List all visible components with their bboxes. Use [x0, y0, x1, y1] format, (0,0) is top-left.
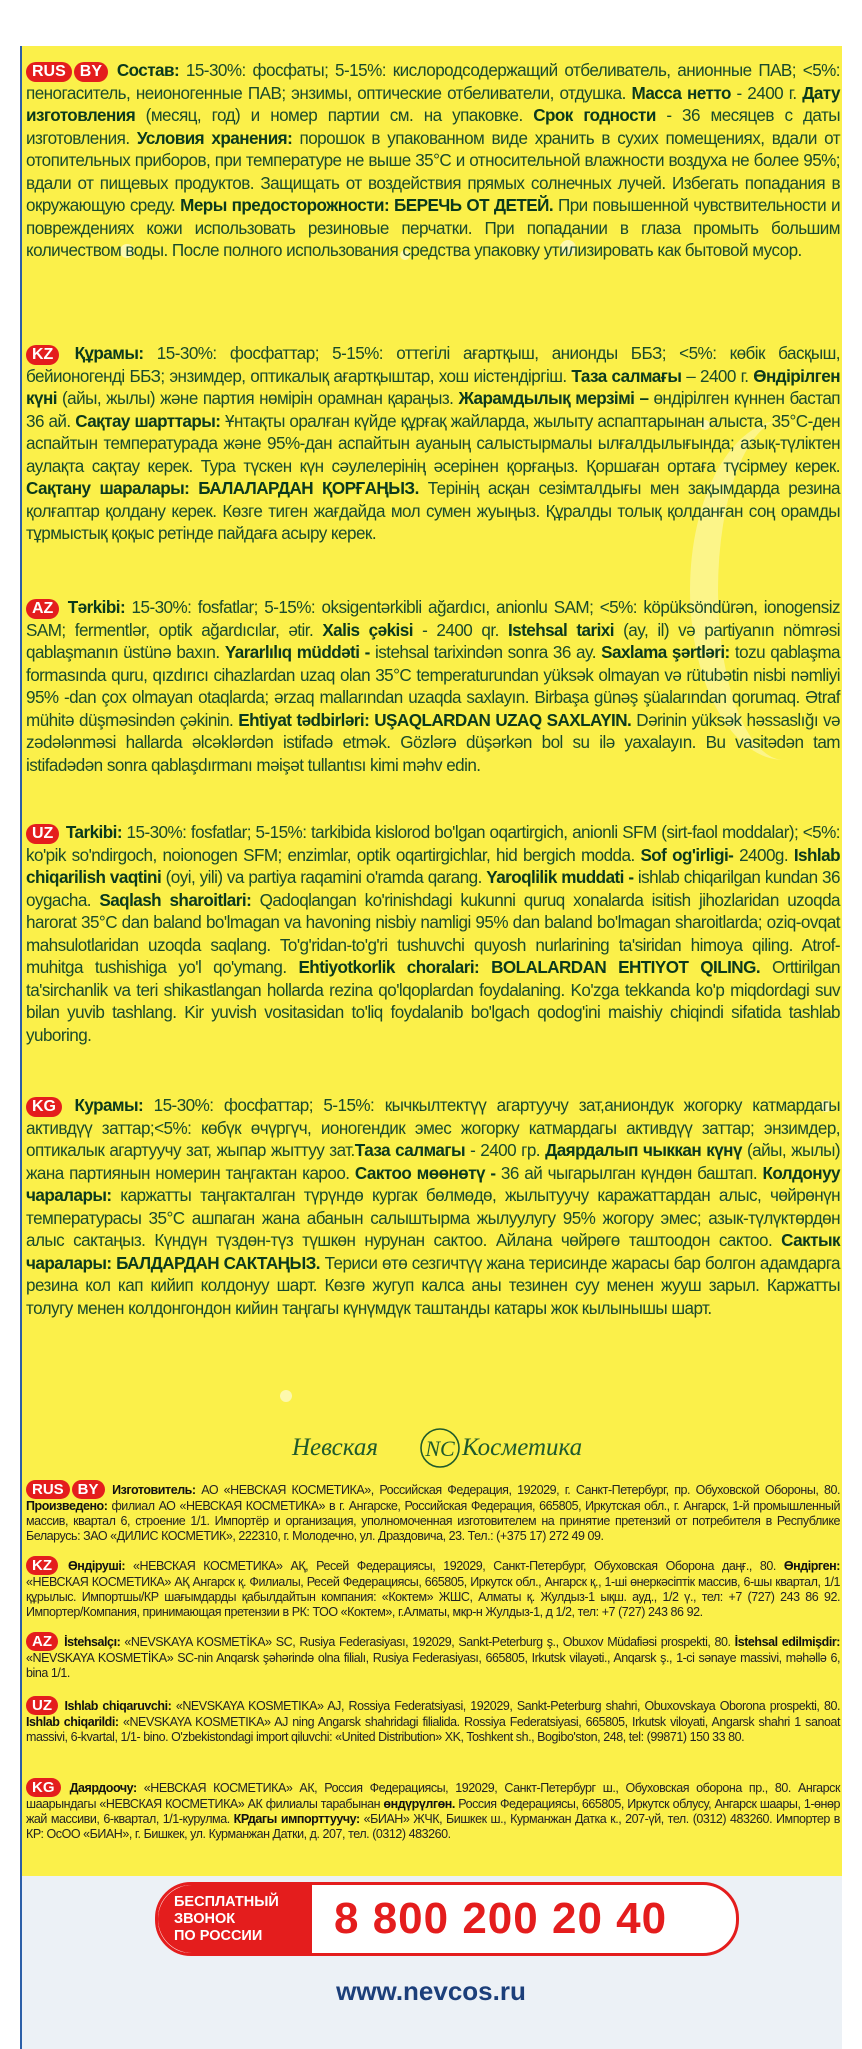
body-text: «НЕВСКАЯ КОСМЕТИКА» АК, Россия Федерациясы, 192029, Санкт-Петербург ш., Обуховская оборона пр., 80. Ангарск шаарындагы «НЕВСКАЯ КОСМЕТИКА» АК филиалы тарабынан [26, 1781, 840, 1811]
body-text: 15-30%: fosfatlar; 5-15%: oksigentərkibli ağardıcı, anionlu SAM; <5%: köpüksöndürən, ionogensiz SAM; fermentlər, optik ağardıcılar, ətir. [26, 598, 841, 640]
language-badge: KZ [26, 345, 59, 365]
body-text: При повышенной чувствительности и повреждениях кожи использовать резиновые перчатки. При попадании в глаза промыть большим количеством воды. После полного использования средства упаковку утилизировать как бытовой мусор. [26, 196, 840, 260]
body-text: каржатты таңгакталган түрүндө кургак бөлмөдө, жылытуучу каражаттардан алыс, чөйрөнүн температурасы 35°С ашпаган жана абанын салыштырма жылуулугу 95% жогору эмес; азык-түлүктөрдөн алыс сактаңыз. Күндүн түздөн-түз түшкөн нурунан сактоо. Айлана чөйрөгө таштоодон сактоо. [26, 1186, 840, 1250]
body-text: - 2400 qr. [412, 620, 508, 640]
bold-heading: Изготовитель: [112, 1483, 196, 1497]
bold-heading: Өндіруші: [67, 1559, 126, 1573]
body-text: «НЕВСКАЯ КОСМЕТИКА» АҚ Ангарск қ. Филиалы, Ресей Федерациясы, 665805, Иркутск обл., Ангарск қ., 1-ші өнеркәсіптік массив, 6-шы квартал, 1/1 құрылыс. Импортшы/КР шағымдарды қабылдайтын компания: «Коктем» ЖШС, Алматы қ. Жулдыз-1 ықш. ауд., 1/2 ү., тел: +7 (727) 243 86 92. Импортер/Компания, принимающая претензии в РК: ТОО «Коктем», г.Алматы, мкр-н Жулдыз-1, д 1/2, тел: +7 (727) 243 86 92. [26, 1575, 840, 1619]
hotline-label [158, 1885, 312, 1953]
bold-heading: Даярдалып чыккан күнү [545, 1141, 742, 1160]
body-text: istehsal tarixindən sonra 36 ay. [369, 643, 602, 662]
body-text: 15-30%: фосфаттар; 5-15%: кычкылтектүү агартуучу зат,аниондук жогорку катмардагы активдүү заттар;<5%: көбүк өчүргүч, ионогендик эмес жогорку катмардагы активдүү заттар; энзимдер, оптикалык агартуучу зат, жыпар жыттуу зат. [26, 1096, 840, 1160]
body-text: tozu qablaşma formasında quru, qızdırıcı cihazlardan uzaq olan 35°C temperaturundan yüksək olmayan və rütubətin nisbi nəmliyi 95% -dan çox olmayan otaqlarda; ərzaq mallarından uzaqda saxlayın. Birbaşa günəş şüalarından qorumaq. Ətraf mühitə düşməsindən çəkinin. [26, 643, 840, 730]
hotline-banner [155, 1882, 739, 1956]
body-text: 15-30%: фосфаты; 5-15%: кислородсодержащий отбеливатель, анионные ПАВ; <5%: пеногаситель, неионогенные ПАВ; энзимы, оптические отбеливатели, отдушка. [26, 61, 841, 103]
hotline-label-line: ЗВОНОК [174, 1911, 236, 1927]
body-text: «NEVSKAYA KOSMETİKA» SC-nin Anqarsk şəhərində olna filialı, Rusiya Federasiyası, 665805, Irkutsk vilayəti., Anqarsk ş., 1-ci sənaye massivi, məhəllə 6, bina 1/1. [26, 1651, 840, 1680]
bold-heading: Сактык чаралары: БАЛДАРДАН САКТАҢЫЗ. [26, 1231, 840, 1273]
composition-section-rus-by [26, 60, 840, 263]
body-text: (айы, жылы) және партия нөмірін орамнан қараңыз. [56, 389, 459, 408]
bold-heading: Ishlab chiqarilish vaqtini [26, 845, 840, 887]
body-text: Россия Федерациясы, 665805, Иркутск облусу, Ангарск шаары, 1-өнөр жай массиви, 6-квартал, 1/1-курулма. [26, 1797, 841, 1826]
language-badge: KG [26, 1097, 62, 1117]
body-text: «NEVSKAYA KOSMETIKA» AJ, Rossiya Federatsiyasi, 192029, Sankt-Peterburg shahri, Obuxovskaya Oborona prospekti, 80. [171, 1699, 840, 1713]
bold-heading: Ishlab chiqarildi: [26, 1715, 119, 1729]
bold-heading: Курамы: [74, 1096, 144, 1115]
language-badge: RUS [26, 1480, 70, 1499]
body-text: 36 ай чыгарылган күндөн баштап. [495, 1163, 763, 1183]
language-badge: KZ [26, 1556, 58, 1575]
body-text: Orttirilgan ta'sirchanlik va teri shikastlangan hollarda rezina qo'lqoplardan foydalaning. Ko'zga tekkanda ko'p miqdordagi suv bilan yuvib tashlang. Kir yuvish vositasidan to'liq foydalanib bo'lgach qodog'ini maishiy chiqindi sifatida tashlab yuboring. [26, 958, 841, 1045]
body-text: 15-30%: фосфаттар; 5-15%: оттегілі ағартқыш, анионды ББЗ; <5%: көбік басқыш, бейионогенді ББЗ; энзимдер, оптикалық ағартқыштар, хош иістендіргіш. [26, 344, 841, 386]
language-badge: UZ [26, 824, 59, 844]
bold-heading: Құрамы: [74, 344, 144, 363]
bold-heading: Сақтау шарттары: [75, 411, 221, 431]
body-text: 2400g. [733, 845, 794, 865]
hotline-label-line: ПО РОССИИ [174, 1928, 263, 1944]
bold-heading: İstehsal edilmişdir: [734, 1635, 840, 1649]
bold-heading: Ehtiyotkorlik choralari: BOLALARDAN EHTIYOT QILING. [298, 958, 761, 977]
bold-heading: Ehtiyat tədbirləri: UŞAQLARDAN UZAQ SAXLAYIN. [238, 710, 632, 730]
bold-heading: Условия хранения: [136, 128, 293, 148]
body-text: «NEVSKAYA KOSMETİKA» SC, Rusiya Federasiyası, 192029, Sankt-Peterburg ş., Obuxov Müdafiəsi prospekti, 80. [120, 1635, 735, 1649]
hotline-number: 8 800 200 20 40 [334, 1894, 668, 1943]
bold-heading: Sof og'irligi- [640, 845, 734, 865]
body-text: ishlab chiqarilgan kundan 36 oygacha. [26, 868, 840, 910]
composition-section-kg [26, 1095, 840, 1320]
bold-heading: Дату изготовления [26, 83, 840, 125]
manufacturer-kg [26, 1778, 840, 1842]
bold-heading: Состав: [116, 61, 180, 80]
body-text: – 2400 г. [681, 366, 754, 386]
body-text: (ay, il) və partiyanın nömrəsi qablaşmanın üstünə baxın. [26, 620, 840, 662]
brand-logo [0, 1426, 862, 1476]
body-text: «NEVSKAYA KOSMETIKA» AJ ning Angarsk shahridagi filialida. Rossiya Federatsiyasi, 665805, Irkutsk viloyati, Angarsk shahri 1 sanoat massivi, 6-kvartal, 1/1- bino. O'zbekistondagi import qiluvchi: «United Distribution» XK, Toshkent sh., Bogibo'ston, 248, tel: (99871) 150 33 80. [26, 1715, 840, 1744]
logo-mark-text: NC [425, 1436, 455, 1461]
language-badge: KG [26, 1778, 61, 1797]
bold-heading: Yaroqlilik muddati - [486, 868, 634, 887]
language-badge: AZ [26, 1632, 58, 1651]
bold-heading: İstehsalçı: [64, 1635, 121, 1649]
body-text: Териси өтө сезгичтүү жана терисинде жарасы бар болгон адамдарга резина кол кап кийип колдонуу шарт. Көзгө жугуп калса аны тезинен суу менен жууш зарыл. Каржатты толугу менен колдонгондон кийин таңгагы күнүмдүк таштанды катары жок кылынышы шарт. [26, 1253, 840, 1318]
bold-heading: Таза салмагы [354, 1141, 465, 1160]
bold-heading: Saqlash sharoitlari: [99, 890, 252, 910]
website-link[interactable]: www.nevcos.ru [336, 1976, 526, 2006]
body-text: (айы, жылы) жана партиянын номерин таңгактан кароо. [26, 1141, 841, 1183]
logo-text-left: Невская [292, 1434, 378, 1461]
language-badge: UZ [26, 1696, 58, 1715]
body-text: «НЕВСКАЯ КОСМЕТИКА» АҚ, Ресей Федерациясы, 192029, Санкт-Петербург, Обуховская Оборона даңғ., 80. [125, 1559, 784, 1573]
body-text: (oyi, yili) va partiya raqamini o'ramda qarang. [161, 868, 487, 887]
manufacturer-az [26, 1632, 840, 1681]
bold-heading: Ishlab chiqaruvchi: [64, 1699, 172, 1713]
logo-text-right: Косметика [462, 1434, 583, 1461]
bold-heading: Даярдоочу: [69, 1781, 137, 1795]
body-text: порошок в упакованном виде хранить в сухих помещениях, вдали от отопительных приборов, при температуре не выше 35°C и относительной влажности воздуха не более 95%; вдали от пищевых продуктов. Защищать от воздействия прямых солнечных лучей. Избегать попадания в окружающую среду. [26, 128, 840, 215]
bold-heading: Колдонуу чаралары: [26, 1163, 840, 1205]
body-text: АО «НЕВСКАЯ КОСМЕТИКА», Российская Федерация, 192029, г. Санкт-Петербург, пр. Обуховской Обороны, 80. [195, 1483, 840, 1497]
bold-heading: Yararlılıq müddəti - [224, 643, 370, 662]
body-text: Ұнтақты оралған күйде құрғақ жайларда, жылыту аспаптарынан алыста, 35°С-ден аспайтын температурада және 95%-дан аспайтын ауаның салыстырмалы ылғалдылығында; азық-түліктен аулақта сақтау керек. Тура түскен күн сәулелерінің әсерінен қорғаңыз. Қоршаған ортаға түсірмеу керек. [26, 411, 841, 476]
bold-heading: Өндірілген күні [26, 366, 840, 408]
body-text: «БИАН» ЖЧК, Бишкек ш., Курманжан Датка к., 207-үй, тел. (0312) 483260. Импортер в КР: ОсОО «БИАН», г. Бишкек, ул. Курманжан Датки, д. 207, тел. (0312) 483260. [26, 1812, 840, 1841]
body-text: - 2400 гр. [465, 1141, 546, 1160]
body-text: 15-30%: fosfatlar; 5-15%: tarkibida kislorod bo'lgan oqartirgich, anionli SFM (sirt-faol moddalar); <5%: ko'pik so'ndirgoch, noionogen SFM; enzimlar, optik oqartirgichlar, hid bergich modda. [26, 823, 840, 865]
bold-heading: Сақтану шаралары: БАЛАЛАРДАН ҚОРҒАҢЫЗ. [26, 479, 419, 498]
body-text: өндірілген күннен бастап 36 ай. [26, 389, 841, 431]
nc-logo-icon [418, 1426, 462, 1470]
bold-heading: Таза салмағы [571, 366, 682, 386]
composition-section-uz [26, 822, 840, 1047]
body-text: Терінің асқан сезімталдығы мен зақымдарда резина қолғаптар қолдану керек. Көзге тиген жағдайда мол сумен жуыңыз. Құралды толық қолданған соң орамды тұрмыстық қоқыс ретінде пайдаға асыру керек. [26, 479, 840, 543]
language-badge: RUS [26, 62, 72, 82]
manufacturer-kz [26, 1556, 840, 1620]
body-text: - 2400 г. [730, 83, 803, 103]
manufacturer-uz [26, 1696, 840, 1745]
bold-heading: Масса нетто [631, 83, 731, 103]
body-text: Qadoqlangan ko'rinishdagi kukunni quruq xonalarda isitish jihozlaridan uzoqda harorat 35°C dan baland bo'lmagan va havoning nisbiy namligi 95% dan baland bo'lmagan sharoitlarda; oziq-ovqat mahsulotlaridan uzoqda saqlang. To'g'ridan-to'g'ri tushuvchi quyosh nurlarining ta'siridan himoya qiling. Atrof-muhitga tushishiga yo'l qo'ymang. [26, 890, 840, 977]
bold-heading: өндүрүлгөн. [383, 1797, 455, 1811]
body-text: филиал АО «НЕВСКАЯ КОСМЕТИКА» в г. Ангарске, Российская Федерация, 665805, Иркутская обл., г. Ангарск, 1-й промышленный массив, квартал 6, строение 1/1. Импортёр и организация, уполномоченная изготовителем на принятие претензий от потребителя в Республике Беларусь: ЗАО «ДИЛИС КОСМЕТИК», 222310, г. Молодечно, ул. Драздовича, 23. Тел.: (+375 17) 272 49 09. [26, 1499, 840, 1543]
body-text: (месяц, год) и номер партии см. на упаковке. [135, 106, 534, 125]
bold-heading: Срок годности [533, 106, 656, 125]
body-text: - 36 месяцев с даты изготовления. [26, 106, 841, 148]
composition-section-kz [26, 343, 840, 546]
composition-section-az [26, 597, 840, 777]
bold-heading: КРдагы импорттуучу: [233, 1812, 360, 1826]
bold-heading: Istehsal tarixi [507, 620, 614, 640]
body-text: Dərinin yüksək həssaslığı və zədələnməsi hallarda əlcəklərdən istifadə etmək. Gözlərə düşərkən bol su ilə yaxalayın. Bu vasitədən tam istifadədən sonra qablaşdırmanı məişət tullantısı kimi məhv edin. [26, 710, 840, 775]
bold-heading: Жарамдылық мерзімі – [458, 389, 649, 408]
edge-line [20, 46, 22, 2049]
bold-heading: Сактоо мөөнөтү - [354, 1163, 496, 1183]
language-badge: BY [72, 1480, 105, 1499]
bubble-decoration [280, 1390, 292, 1402]
manufacturer-rus-by [26, 1480, 840, 1544]
bold-heading: Произведено: [26, 1499, 108, 1513]
language-badge: AZ [26, 599, 59, 619]
language-badge: BY [74, 62, 108, 82]
bold-heading: Saxlama şərtləri: [601, 643, 730, 662]
bold-heading: Tarkibi: [65, 823, 122, 842]
bold-heading: Tərkibi: [67, 598, 126, 617]
bold-heading: Өндірген: [783, 1559, 840, 1573]
bold-heading: Меры предосторожности: БЕРЕЧЬ ОТ ДЕТЕЙ. [180, 196, 554, 215]
hotline-label-line: БЕСПЛАТНЫЙ [174, 1894, 279, 1910]
bold-heading: Xalis çəkisi [322, 620, 413, 640]
